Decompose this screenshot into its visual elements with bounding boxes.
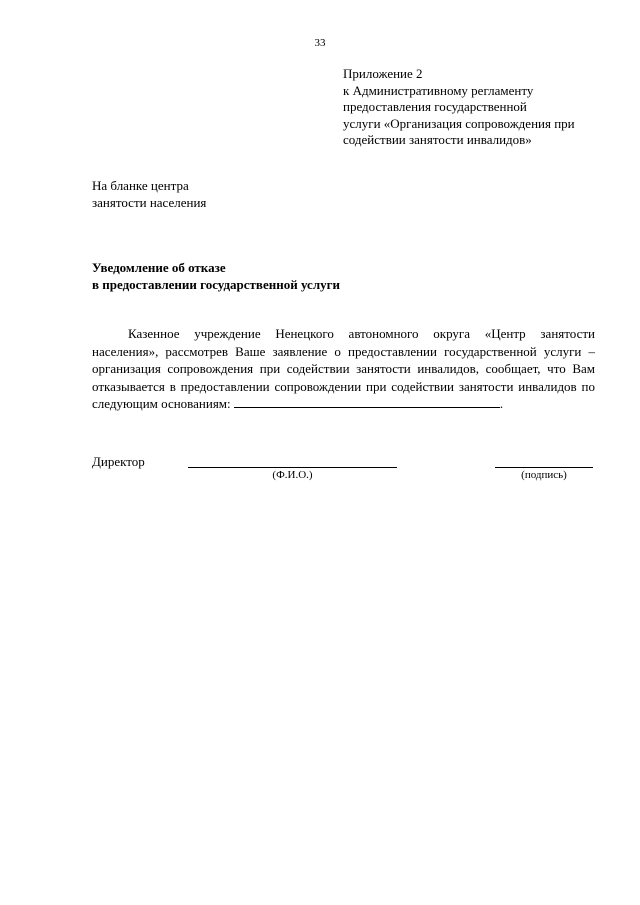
name-fill-line [188, 467, 397, 468]
signature-block [92, 454, 602, 494]
appendix-line: услуги «Организация сопровождения при [343, 115, 575, 131]
appendix-line: предоставления государственной [343, 99, 527, 114]
reasons-fill-line [234, 396, 500, 408]
appendix-line: к Административному регламенту [343, 82, 534, 98]
notice-title-line: Уведомление об отказе [92, 260, 226, 275]
page-number: 33 [314, 37, 326, 49]
appendix-line: содействии занятости инвалидов» [343, 132, 532, 147]
signer-role: Директор [92, 454, 145, 469]
notice-title [92, 259, 340, 293]
appendix-line: Приложение 2 [343, 66, 423, 81]
signature-caption: (подпись) [521, 469, 567, 481]
notice-body-text: Казенное учреждение Ненецкого автономного округа «Центр занятости населения», рассмотрев Ваше заявление о предоставлении государственной услуги – организация сопровождения при содействии занятости инвалидов, сообщает, что Вам отказывается в предоставлении сопровождении при содействии занятости инвалидов по следующим основаниям: [92, 326, 595, 411]
appendix-header [343, 66, 613, 149]
signature-fill-line [495, 467, 593, 468]
body-end-mark: . [499, 396, 504, 411]
letterhead-line: На бланке центра [92, 178, 189, 193]
notice-title-line: в предоставлении государственной услуги [92, 277, 341, 292]
letterhead-note [92, 178, 206, 211]
letterhead-line: занятости населения [92, 194, 207, 210]
name-caption: (Ф.И.О.) [272, 469, 313, 481]
notice-body [92, 325, 595, 413]
